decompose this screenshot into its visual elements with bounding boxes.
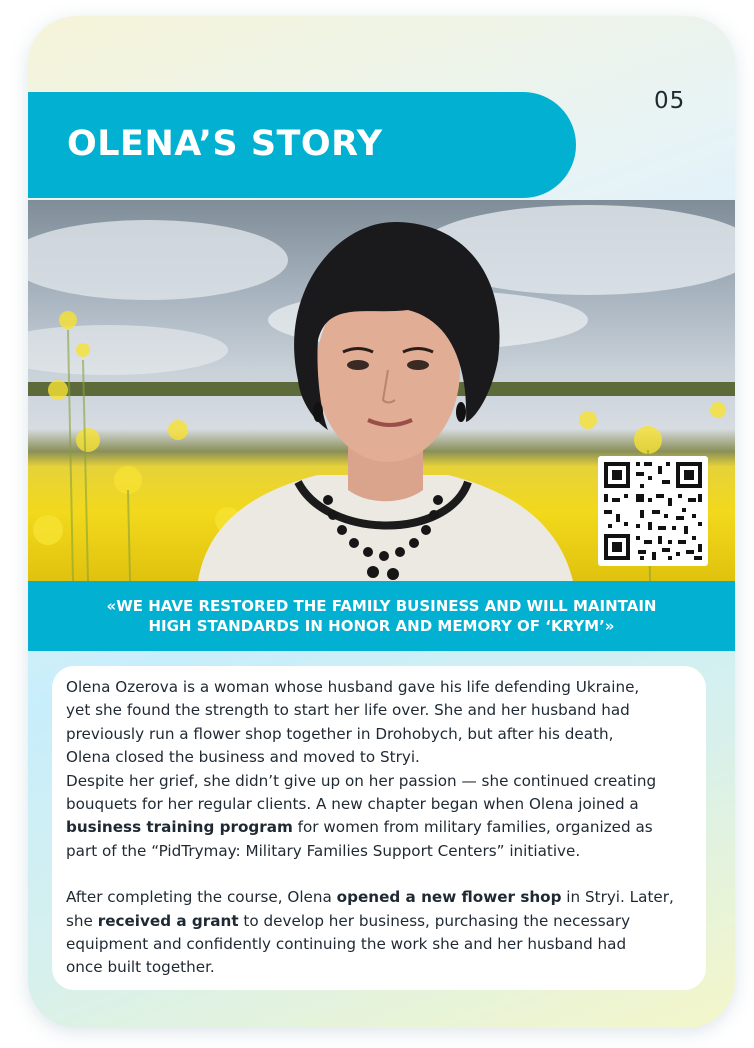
story-card — [28, 16, 735, 1028]
story-fragment: for women from military families, organized as — [292, 818, 653, 837]
story-line: yet she found the strength to start her life over. She and her husband had — [66, 701, 630, 720]
story-line — [66, 910, 706, 933]
qr-code-pattern — [598, 456, 708, 566]
page-number: 05 — [654, 88, 686, 114]
story-line: previously run a flower shop together in Drohobych, but after his death, — [66, 724, 614, 743]
story-fragment: in Stryi. Later, — [561, 888, 674, 907]
story-line: equipment and confidently continuing the work she and her husband had — [66, 935, 627, 954]
qr-code-icon[interactable] — [598, 456, 708, 566]
story-line: Despite her grief, she didn’t give up on her passion — she continued creating — [66, 771, 657, 790]
pull-quote — [48, 596, 715, 636]
story-line: part of the “PidTrymay: Military Families Support Centers” initiative. — [66, 841, 581, 860]
story-line — [66, 886, 706, 909]
story-line: Olena Ozerova is a woman whose husband gave his life defending Ukraine, — [66, 678, 640, 696]
story-line: once built together. — [66, 958, 215, 977]
highlight-new-shop: opened a new flower shop — [336, 888, 562, 907]
quote-line-1: «WE HAVE RESTORED THE FAMILY BUSINESS AND WILL MAINTAIN — [106, 597, 657, 615]
story-text — [66, 676, 706, 980]
story-fragment: she — [66, 911, 98, 930]
story-line: Olena closed the business and moved to Stryi. — [66, 748, 420, 767]
page-title: OLENA’S STORY — [67, 124, 383, 164]
story-line: bouquets for her regular clients. A new chapter began when Olena joined a — [66, 795, 639, 814]
quote-line-2: HIGH STANDARDS IN HONOR AND MEMORY OF ‘KRYM’» — [148, 617, 615, 635]
highlight-training-program: business training program — [66, 818, 293, 837]
story-fragment: After completing the course, Olena — [66, 888, 337, 907]
story-fragment: to develop her business, purchasing the necessary — [238, 911, 631, 930]
story-line — [66, 816, 706, 839]
highlight-grant: received a grant — [97, 911, 239, 930]
